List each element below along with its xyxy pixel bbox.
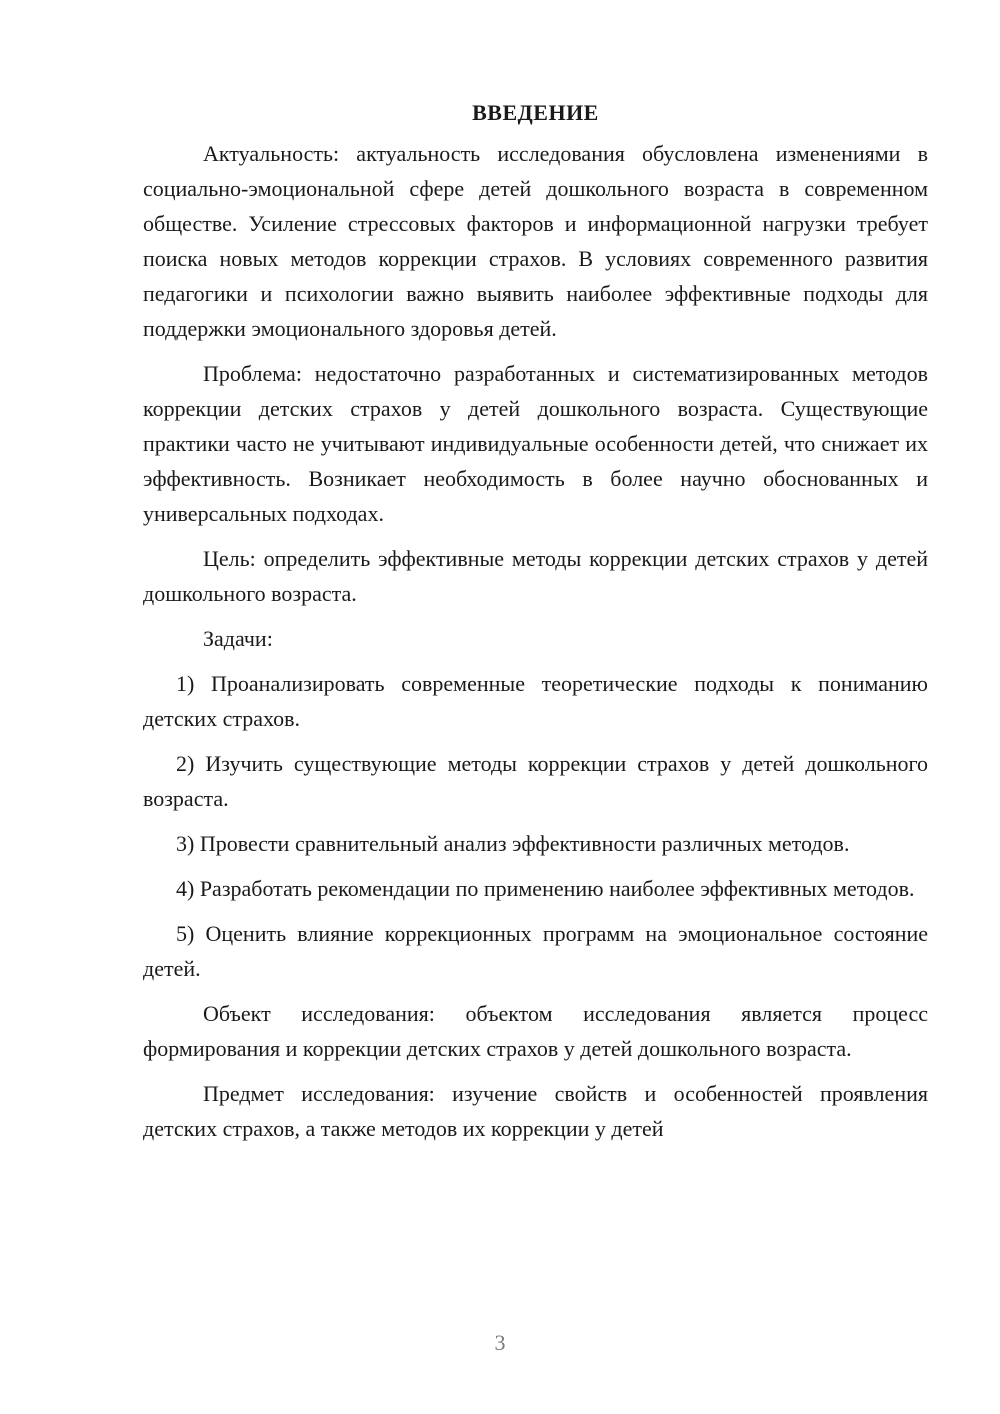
- page-number: 3: [494, 1330, 506, 1355]
- task-item-4: 4) Разработать рекомендации по применению наиболее эффективных методов.: [176, 876, 915, 901]
- paragraph-object: Объект исследования: объектом исследования является процесс формирования и коррекции детских страхов у детей дошкольного возраста.: [143, 1001, 928, 1061]
- paragraph-tasks-heading: Задачи:: [203, 626, 273, 651]
- paragraph-problem: Проблема: недостаточно разработанных и систематизированных методов коррекции детских страхов у детей дошкольного возраста. Существующие практики часто не учитывают индивидуальные особенности детей, что снижает их эффективность. Возникает необходимость в более научно обоснованных и универсальных подходах.: [143, 361, 928, 526]
- task-item-1: 1) Проанализировать современные теоретические подходы к пониманию детских страхов.: [143, 671, 928, 731]
- task-item-2: 2) Изучить существующие методы коррекции страхов у детей дошкольного возраста.: [143, 751, 928, 811]
- paragraph-relevance: Актуальность: актуальность исследования обусловлена изменениями в социально-эмоциональной сфере детей дошкольного возраста в современном обществе. Усиление стрессовых факторов и информационной нагрузки требует поиска новых методов коррекции страхов. В условиях современного развития педагогики и психологии важно выявить наиболее эффективные подходы для поддержки эмоционального здоровья детей.: [143, 141, 928, 341]
- paragraph-goal: Цель: определить эффективные методы коррекции детских страхов у детей дошкольного возраста.: [143, 546, 928, 606]
- task-item-5: 5) Оценить влияние коррекционных программ на эмоциональное состояние детей.: [143, 921, 928, 981]
- page-content: [143, 95, 928, 1156]
- section-title: ВВЕДЕНИЕ: [472, 100, 599, 125]
- paragraph-subject: Предмет исследования: изучение свойств и особенностей проявления детских страхов, а также методов их коррекции у детей: [143, 1081, 928, 1141]
- task-item-3: 3) Провести сравнительный анализ эффективности различных методов.: [176, 831, 850, 856]
